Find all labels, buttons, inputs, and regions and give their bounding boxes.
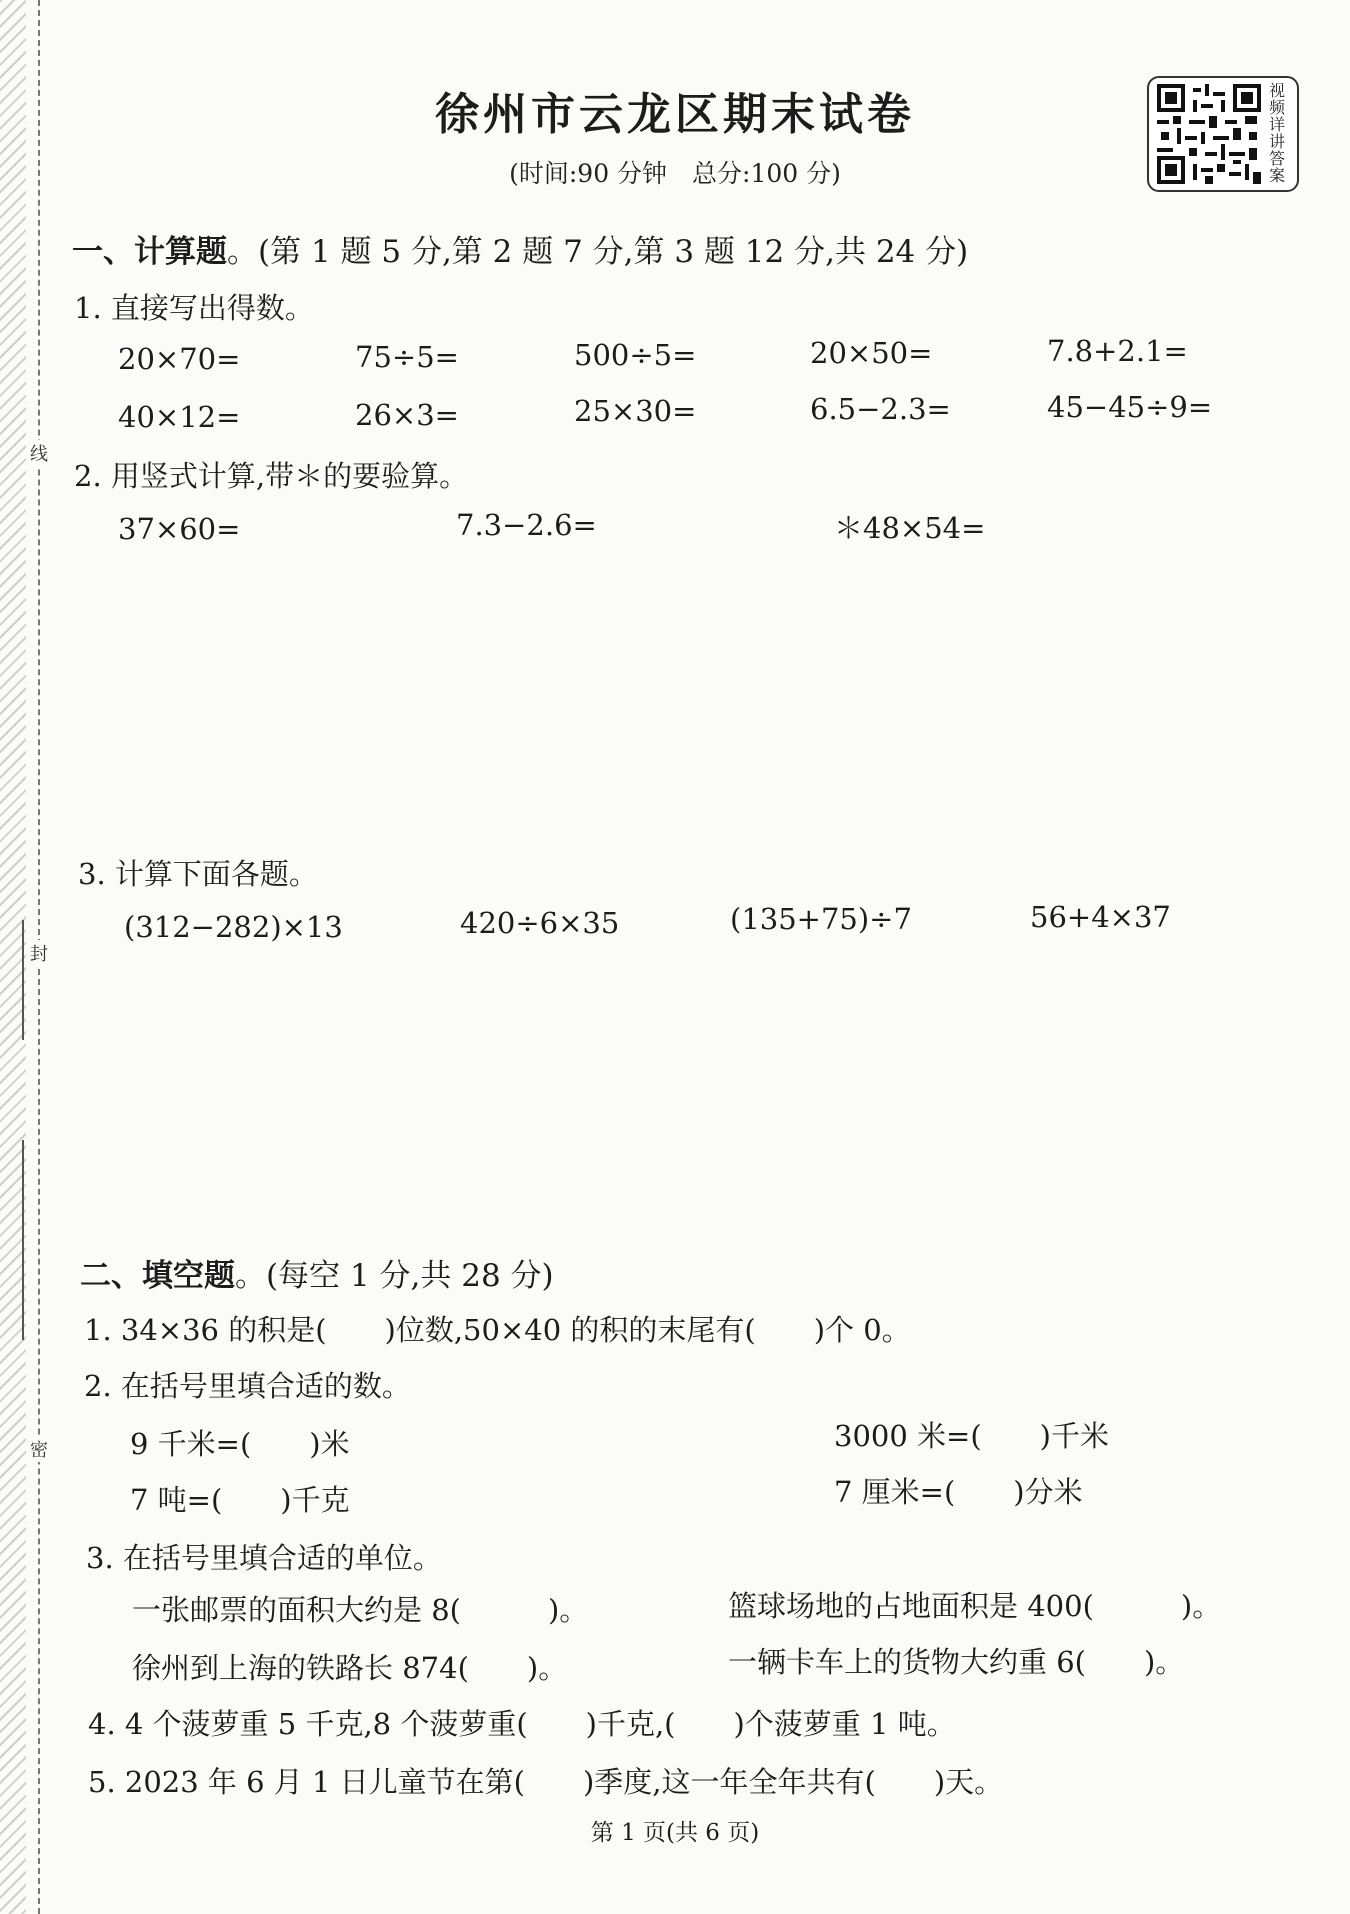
question-2-3-label: 3. 在括号里填合适的单位。 bbox=[86, 1541, 442, 1575]
section-1-number: 一、 bbox=[72, 234, 134, 270]
question-2-4: 4. 4 个菠萝重 5 千克,8 个菠萝重( )千克,( )个菠萝重 1 吨。 bbox=[88, 1707, 956, 1741]
section-1-note: 。(第 1 题 5 分,第 2 题 7 分,第 3 题 12 分,共 24 分) bbox=[227, 234, 969, 270]
qr-code[interactable] bbox=[1147, 76, 1299, 192]
conversion-item: 7 厘米=( )分米 bbox=[834, 1475, 1083, 1509]
oral-item: 45−45÷9= bbox=[1047, 390, 1213, 424]
vertical-calc-item: 7.3−2.6= bbox=[456, 508, 597, 542]
vertical-calc-item: ＊48×54= bbox=[834, 511, 986, 545]
question-2-1: 1. 34×36 的积是( )位数,50×40 的积的末尾有( )个 0。 bbox=[84, 1313, 911, 1347]
section-2-heading bbox=[80, 1250, 554, 1295]
oral-item: 25×30= bbox=[574, 394, 697, 428]
oral-item: 20×70= bbox=[118, 342, 241, 376]
binding-mark-top: 线 bbox=[26, 440, 52, 466]
exam-info: (时间:90 分钟 总分:100 分) bbox=[509, 159, 841, 188]
question-1-1-label: 1. 直接写出得数。 bbox=[74, 291, 314, 325]
mixed-calc-item: (135+75)÷7 bbox=[730, 902, 912, 936]
binding-mark-bottom: 密 bbox=[26, 1436, 52, 1462]
question-1-2-label: 2. 用竖式计算,带＊的要验算。 bbox=[74, 459, 469, 493]
oral-item: 75÷5= bbox=[355, 340, 459, 374]
unit-item: 一辆卡车上的货物大约重 6( )。 bbox=[728, 1645, 1185, 1679]
conversion-item: 9 千米=( )米 bbox=[130, 1427, 350, 1461]
page-footer: 第 1 页(共 6 页) bbox=[590, 1820, 760, 1846]
student-info-line bbox=[22, 920, 24, 1040]
mixed-calc-item: (312−282)×13 bbox=[124, 910, 343, 944]
page-title: 徐州市云龙区期末试卷 bbox=[435, 89, 915, 140]
unit-item: 徐州到上海的铁路长 874( )。 bbox=[132, 1651, 568, 1685]
oral-item: 500÷5= bbox=[574, 338, 697, 372]
oral-item: 20×50= bbox=[810, 336, 933, 370]
section-1-name: 计算题 bbox=[134, 234, 227, 270]
vertical-calc-item: 37×60= bbox=[118, 512, 241, 546]
student-info-line bbox=[22, 1140, 24, 1340]
oral-item: 26×3= bbox=[355, 398, 459, 432]
section-2-number: 二、 bbox=[80, 1258, 142, 1294]
binding-mark-middle: 封 bbox=[26, 940, 52, 966]
qr-code-icon bbox=[1157, 84, 1261, 184]
mixed-calc-item: 56+4×37 bbox=[1030, 900, 1171, 934]
unit-item: 篮球场地的占地面积是 400( )。 bbox=[728, 1589, 1222, 1623]
mixed-calc-item: 420÷6×35 bbox=[460, 906, 620, 940]
qr-caption: 视频详讲答案 bbox=[1268, 81, 1285, 185]
unit-item: 一张邮票的面积大约是 8( )。 bbox=[132, 1593, 589, 1627]
oral-item: 40×12= bbox=[118, 400, 241, 434]
binding-margin bbox=[0, 0, 70, 1914]
question-2-2-label: 2. 在括号里填合适的数。 bbox=[84, 1369, 411, 1403]
question-2-5: 5. 2023 年 6 月 1 日儿童节在第( )季度,这一年全年共有( )天。 bbox=[88, 1765, 1004, 1799]
section-1-heading bbox=[72, 226, 968, 271]
section-2-note: 。(每空 1 分,共 28 分) bbox=[235, 1258, 554, 1294]
section-2-name: 填空题 bbox=[142, 1258, 235, 1294]
question-1-3-label: 3. 计算下面各题。 bbox=[78, 857, 318, 891]
oral-item: 6.5−2.3= bbox=[810, 392, 951, 426]
conversion-item: 7 吨=( )千克 bbox=[130, 1483, 350, 1517]
oral-item: 7.8+2.1= bbox=[1047, 334, 1188, 368]
conversion-item: 3000 米=( )千米 bbox=[834, 1419, 1109, 1453]
